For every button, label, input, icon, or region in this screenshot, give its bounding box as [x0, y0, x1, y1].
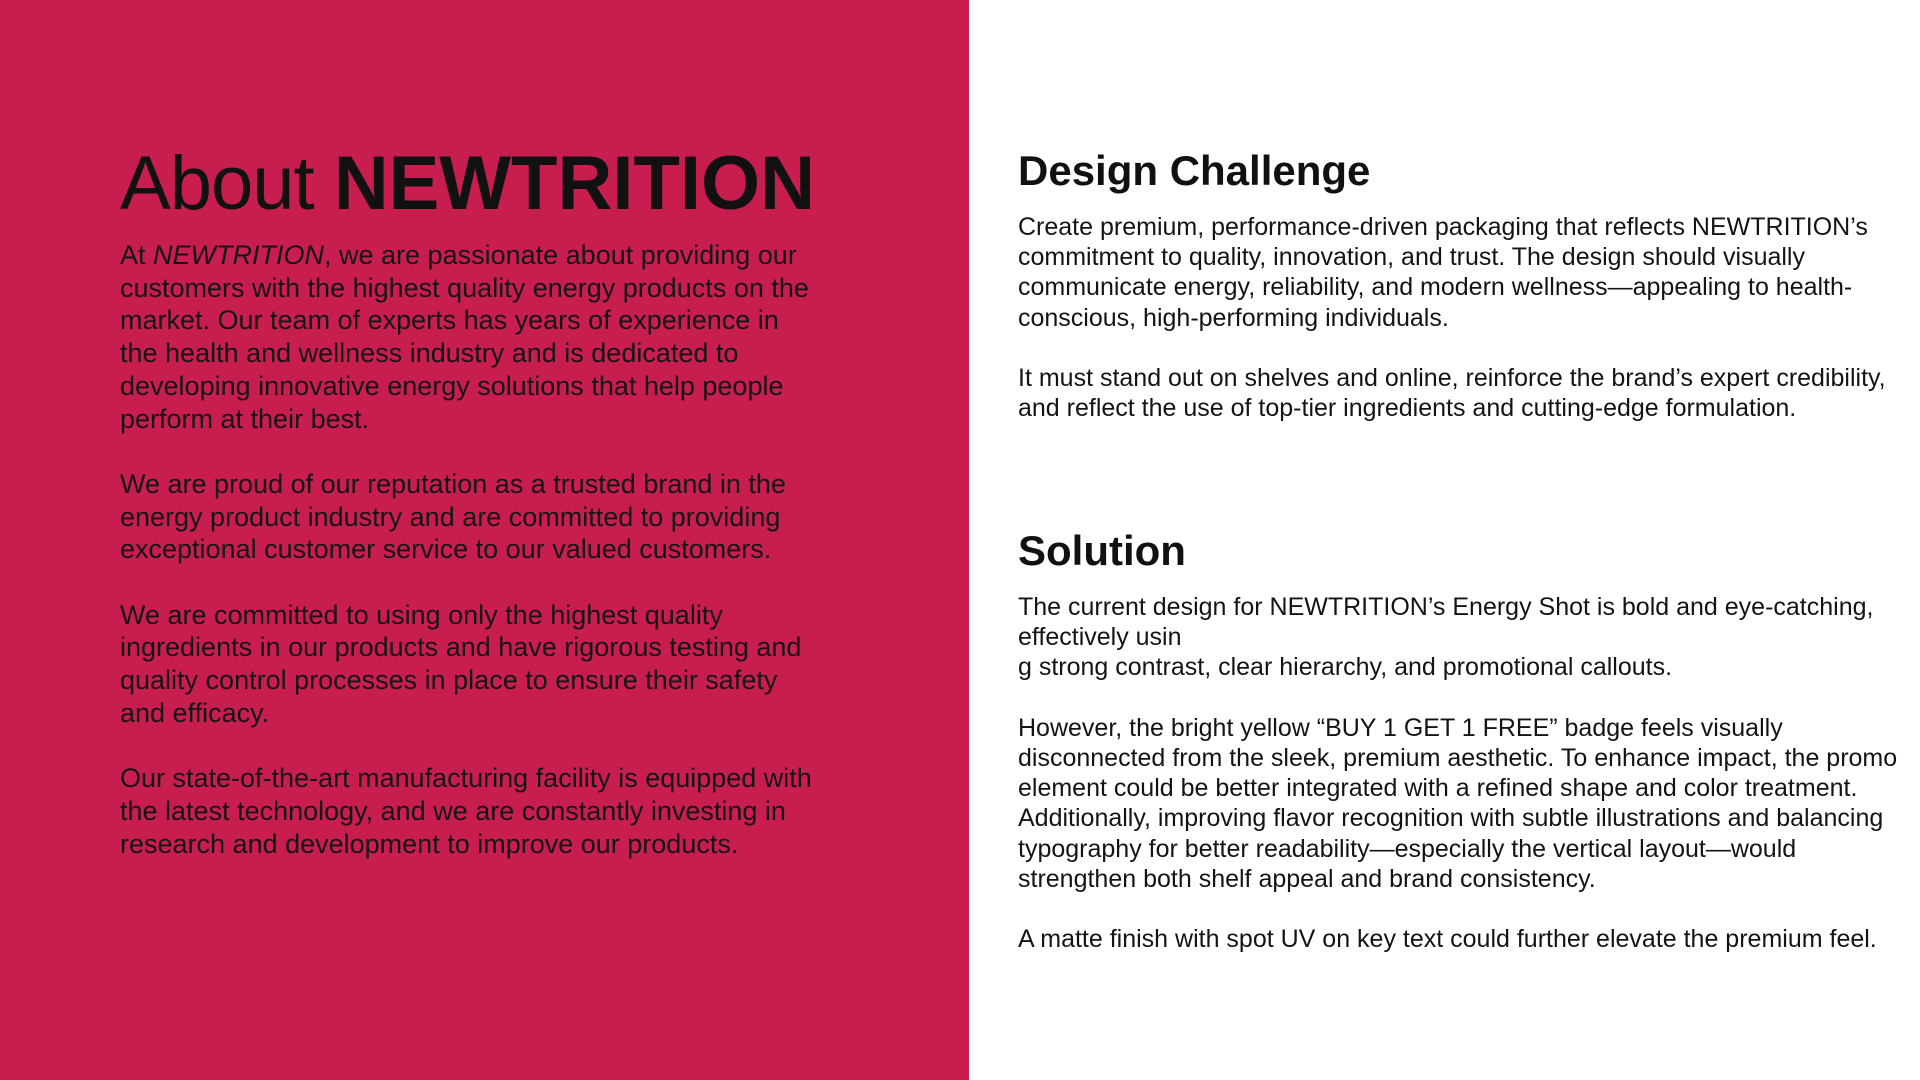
about-p1-text: , we are passionate about providing our customers with the highest quality energy products on the market. Our team of experts has years of experience in the health and wellness industry and is dedicated to developing innovative energy solutions that help people perform at their best.: [120, 240, 809, 434]
solution-p1-line2: g strong contrast, clear hierarchy, and promotional callouts.: [1018, 653, 1673, 682]
about-paragraph-3: We are committed to using only the highest quality ingredients in our products and have rigorous testing and quality control processes in place to ensure their safety and efficacy.: [120, 599, 802, 728]
about-title-brand: NEWTRITION: [333, 141, 816, 226]
solution-paragraph-2: However, the bright yellow “BUY 1 GET 1 FREE” badge feels visually disconnected from the sleek, premium aesthetic. To enhance impact, the promo element could be better integrated with a refined shape and color treatment. Additionally, improving flavor recognition with subtle illustrations and balancing typography for better readability—especially the vertical layout—would strengthen both shelf appeal and brand consistency.: [1018, 713, 1898, 893]
solution-heading: Solution: [1018, 527, 1186, 574]
design-challenge-body: [1018, 212, 1898, 454]
about-paragraph-1: [120, 239, 820, 435]
about-paragraph-4: Our state-of-the-art manufacturing facility is equipped with the latest technology, and we are constantly investing in research and development to improve our products.: [120, 763, 812, 859]
about-title-prefix: About: [120, 141, 314, 226]
solution-p1-line1: The current design for NEWTRITION’s Energy Shot is bold and eye-catching, effectively usin: [1018, 593, 1874, 652]
solution-paragraph-3: A matte finish with spot UV on key text could further elevate the premium feel.: [1018, 925, 1877, 954]
design-challenge-heading: Design Challenge: [1018, 147, 1371, 194]
about-body: [120, 239, 820, 893]
solution-paragraph-1: [1018, 592, 1898, 683]
solution-body: [1018, 592, 1898, 985]
about-paragraph-2: We are proud of our reputation as a trusted brand in the energy product industry and are committed to providing exceptional customer service to our valued customers.: [120, 468, 786, 565]
challenge-paragraph-2: It must stand out on shelves and online, reinforce the brand’s expert credibility, and reflect the use of top-tier ingredients and cutting-edge formulation.: [1018, 364, 1886, 423]
about-p1-at: At: [120, 240, 146, 270]
about-p1-brand: NEWTRITION: [153, 240, 325, 270]
challenge-paragraph-1: Create premium, performance-driven packaging that reflects NEWTRITION’s commitment to quality, innovation, and trust. The design should visually communicate energy, reliability, and modern wellness—appealing to health-conscious, high-performing individuals.: [1018, 213, 1868, 332]
about-title: [120, 141, 816, 226]
